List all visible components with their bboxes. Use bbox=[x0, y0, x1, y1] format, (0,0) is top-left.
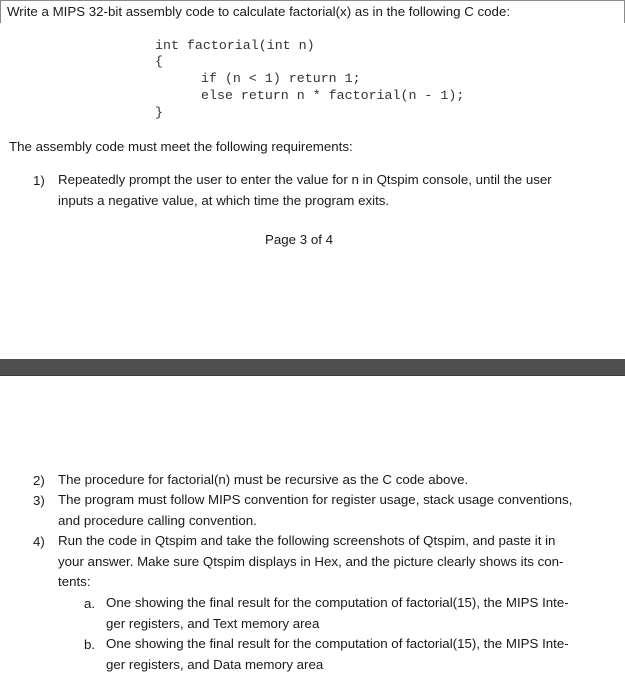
item-line: and procedure calling convention. bbox=[58, 512, 257, 528]
code-line-else: else return n * factorial(n - 1); bbox=[201, 88, 465, 103]
item-line: The procedure for factorial(n) must be recursive as the C code above. bbox=[58, 472, 469, 487]
code-line-open-brace: { bbox=[155, 54, 163, 69]
question-text: Write a MIPS 32-bit assembly code to calculate factorial(x) as in the following C code: bbox=[7, 4, 511, 19]
code-line-if: if (n < 1) return 1; bbox=[201, 71, 361, 86]
item-line: Repeatedly prompt the user to enter the value for n in Qtspim console, until the user bbox=[58, 172, 552, 187]
requirements-intro: The assembly code must meet the following requirements: bbox=[9, 139, 353, 154]
list-item bbox=[58, 170, 552, 211]
item-number: 4) bbox=[33, 534, 45, 549]
item-number: 1) bbox=[33, 173, 45, 188]
item-line: your answer. Make sure Qtspim displays in Hex, and the picture clearly shows its con- bbox=[58, 553, 564, 569]
sub-list-item bbox=[106, 634, 569, 675]
page-number: Page 3 of 4 bbox=[265, 232, 334, 247]
item-line: One showing the final result for the computation of factorial(15), the MIPS Inte- bbox=[106, 636, 569, 651]
item-line: The program must follow MIPS convention for register usage, stack usage conventions, bbox=[58, 492, 573, 507]
item-number: 2) bbox=[33, 473, 45, 488]
item-line: Run the code in Qtspim and take the following screenshots of Qtspim, and paste it in bbox=[58, 533, 556, 548]
subitem-letter: b. bbox=[84, 637, 96, 652]
item-line: tents: bbox=[58, 574, 91, 589]
item-line: ger registers, and Data memory area bbox=[106, 656, 324, 672]
page-separator bbox=[0, 359, 625, 376]
subitem-letter: a. bbox=[84, 596, 96, 611]
sub-list-item bbox=[106, 593, 569, 634]
list-item bbox=[58, 490, 572, 531]
code-line-signature: int factorial(int n) bbox=[155, 38, 315, 53]
item-number: 3) bbox=[33, 493, 45, 508]
list-item bbox=[58, 531, 564, 593]
item-line: ger registers, and Text memory area bbox=[106, 615, 320, 631]
list-item bbox=[58, 470, 468, 491]
item-line: inputs a negative value, at which time the program exits. bbox=[58, 192, 390, 208]
code-line-close-brace: } bbox=[155, 105, 163, 120]
item-line: One showing the final result for the computation of factorial(15), the MIPS Inte- bbox=[106, 595, 569, 610]
